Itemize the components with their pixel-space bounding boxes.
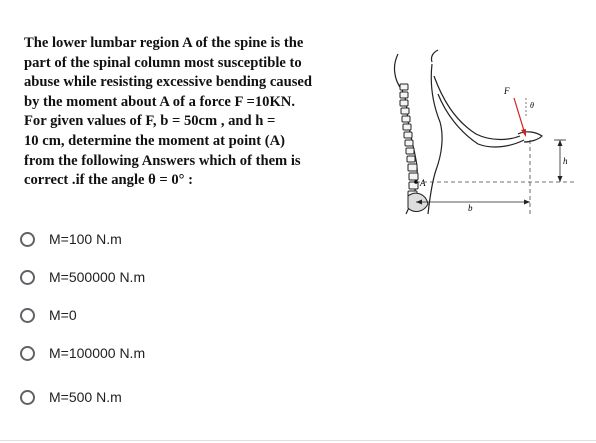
force-label: F — [504, 86, 510, 96]
answer-option-label: M=0 — [49, 307, 77, 323]
answer-option-label: M=500 N.m — [49, 389, 122, 405]
radio-button-icon[interactable] — [20, 390, 35, 405]
h-arrow-top — [558, 140, 563, 146]
force-arrow-line — [514, 98, 525, 134]
answer-option-label: M=100 N.m — [49, 231, 122, 247]
torso-outline — [428, 64, 442, 214]
answer-option-label: M=500000 N.m — [49, 269, 146, 285]
answer-option[interactable] — [12, 225, 372, 253]
question-line: abuse while resisting excessive bending caused — [24, 74, 312, 91]
answer-option[interactable] — [12, 263, 372, 291]
spine-force-figure — [380, 36, 576, 222]
question-line: part of the spinal column most susceptible to — [24, 54, 302, 71]
answer-option[interactable] — [12, 301, 372, 329]
h-label: h — [563, 156, 568, 166]
question-line: by the moment about A of a force F =10KN. — [24, 93, 295, 110]
radio-button-icon[interactable] — [20, 308, 35, 323]
point-a-label: A — [420, 178, 426, 188]
b-arrow-right — [524, 200, 530, 205]
radio-button-icon[interactable] — [20, 346, 35, 361]
question-line: The lower lumbar region A of the spine is the — [24, 35, 304, 51]
answer-option[interactable] — [12, 339, 372, 367]
answer-option[interactable] — [12, 383, 372, 411]
radio-button-icon[interactable] — [20, 232, 35, 247]
radio-button-icon[interactable] — [20, 270, 35, 285]
h-arrow-bottom — [558, 176, 563, 182]
question-line: For given values of F, b = 50cm , and h = — [24, 113, 276, 130]
neck-outline — [431, 50, 438, 62]
bottom-divider — [0, 440, 596, 441]
question-line: from the following Answers which of them is — [24, 152, 301, 169]
b-label: b — [468, 203, 473, 213]
theta-label: θ — [530, 101, 534, 110]
answer-option-label: M=100000 N.m — [49, 345, 146, 361]
question-line: correct .if the angle θ = 0° : — [24, 172, 194, 189]
question-line: 10 cm, determine the moment at point (A) — [24, 132, 286, 149]
question-text — [24, 34, 366, 191]
